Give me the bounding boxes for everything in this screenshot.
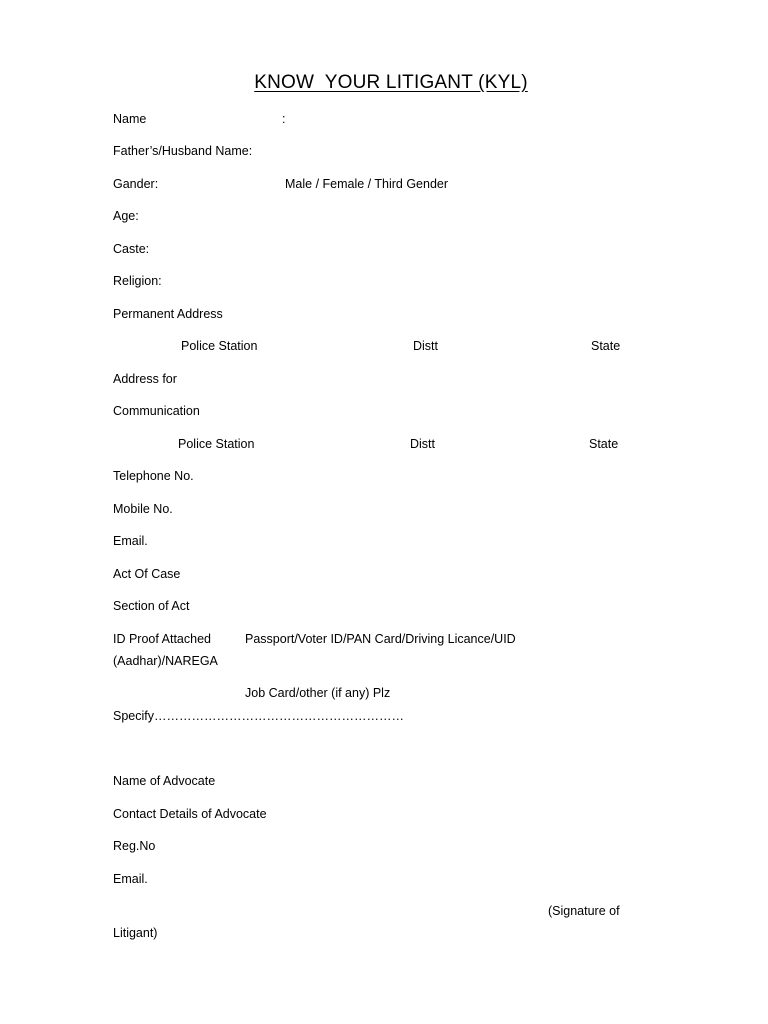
id-proof-options-line1: Passport/Voter ID/PAN Card/Driving Licance/UID	[245, 632, 516, 646]
age-label: Age:	[113, 209, 139, 223]
signature-line1: (Signature of	[548, 904, 620, 918]
gender-options: Male / Female / Third Gender	[285, 177, 449, 191]
id-proof-options-line3: Job Card/other (if any) Plz	[245, 686, 391, 700]
advocate-email-label: Email.	[113, 872, 148, 886]
advocate-contact-label: Contact Details of Advocate	[113, 807, 267, 821]
communication-state-label: State	[589, 437, 619, 451]
permanent-distt-label: Distt	[413, 339, 438, 353]
name-colon: :	[282, 112, 286, 126]
id-proof-options-line2: (Aadhar)/NAREGA	[113, 654, 218, 668]
caste-label: Caste:	[113, 242, 150, 256]
mobile-label: Mobile No.	[113, 502, 173, 516]
id-proof-label: ID Proof Attached	[113, 632, 211, 646]
telephone-label: Telephone No.	[113, 469, 194, 483]
permanent-police-station-label: Police Station	[181, 339, 258, 353]
signature-line2: Litigant)	[113, 926, 158, 940]
communication-distt-label: Distt	[410, 437, 435, 451]
religion-label: Religion:	[113, 274, 162, 288]
name-label: Name	[113, 112, 147, 126]
gender-label: Gander:	[113, 177, 159, 191]
father-husband-name-label: Father’s/Husband Name:	[113, 144, 253, 158]
section-of-act-label: Section of Act	[113, 599, 190, 613]
reg-no-label: Reg.No	[113, 839, 156, 853]
specify-label: Specify……………………………………………………	[113, 709, 404, 723]
address-for-label: Address for	[113, 372, 177, 386]
permanent-state-label: State	[591, 339, 621, 353]
advocate-name-label: Name of Advocate	[113, 774, 216, 788]
email-label: Email.	[113, 534, 148, 548]
permanent-address-label: Permanent Address	[113, 307, 223, 321]
communication-label: Communication	[113, 404, 200, 418]
act-of-case-label: Act Of Case	[113, 567, 181, 581]
communication-police-station-label: Police Station	[178, 437, 255, 451]
form-title: KNOW YOUR LITIGANT (KYL)	[254, 72, 528, 93]
